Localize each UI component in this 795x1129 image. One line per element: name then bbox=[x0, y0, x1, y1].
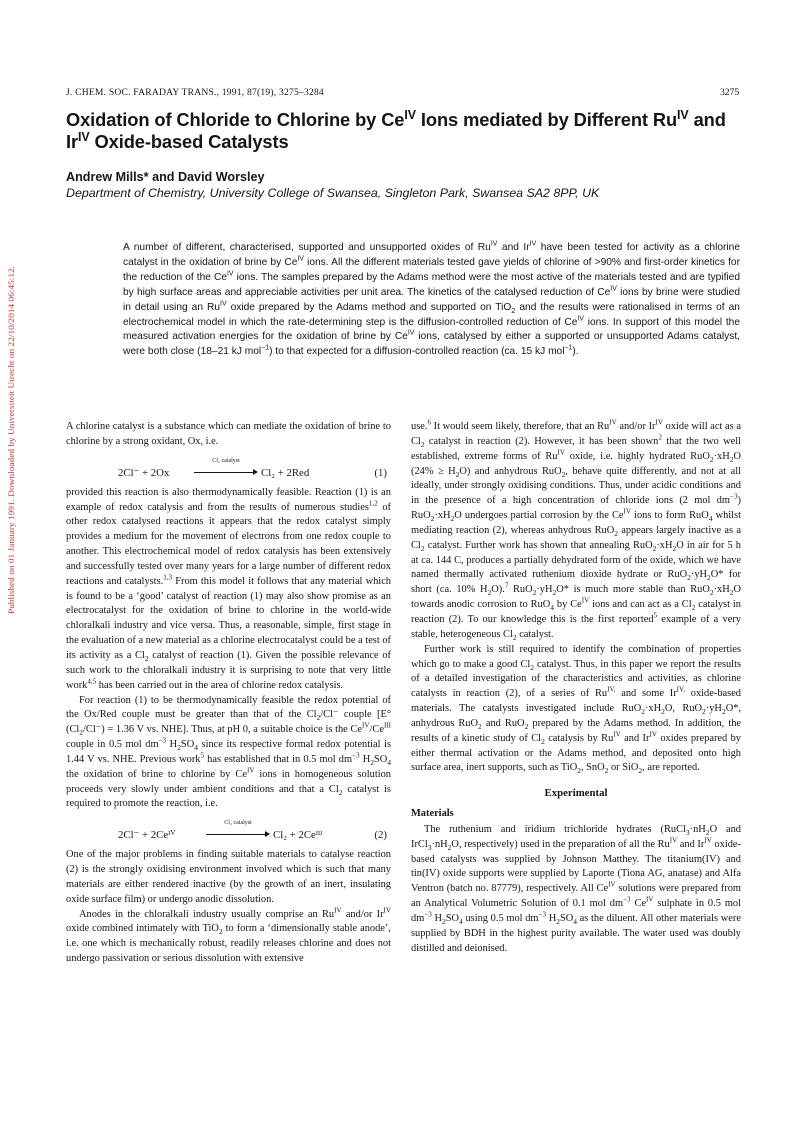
equation-2-lhs: 2Cl⁻ + 2Ceᴵⱽ bbox=[118, 829, 176, 842]
equation-1-rhs: Cl₂ + 2Red bbox=[261, 466, 310, 479]
paragraph: The ruthenium and iridium trichloride hydrates ($RuCl_3\cdot nH_2O$ and $IrCl_3\cdot nH_2O$, respectively) used in the preparation of all the $Ru^{IV}$ and $Ir^{IV}$ oxide-based catalysts was supplied by Johnson Matthey. The titanium(IV) and tin(IV) oxide supports were supplied by Laporte (Tiona AG, anatase) and Alfa Ventron (batch no. 87779), respectively. All $Ce^{IV}$ solutions were prepared from an Analytical Volumetric Solution of 0.1 mol $dm^{-3}$ $Ce^{IV}$ sulphate in 0.5 mol $dm^{-3}$ $H_2SO_4$ using 0.5 mol $dm^{-3}$ $H_2SO_4$ as the diluent. All other materials were supplied by BDH in the highest purity available. The water used was doubly distilled and deionised. bbox=[411, 823, 741, 954]
authors: Andrew Mills* and David Worsley bbox=[66, 170, 265, 184]
paragraph: For reaction (1) to be thermodynamically feasible the redox potential of the Ox/Red couple must be greater than that of the $Cl_2/Cl^-$ couple [E° $(Cl_2/Cl^-) = 1.36$ V vs. NHE]. Thus, at pH 0, a suitable choice is the $Ce^{IV}/Ce^{III}$ couple in 0.5 mol $dm^{-3}$ $H_2SO_4$ since its respective formal redox potential is 1.44 V vs. NHE. Previous work$^5$ has established that in 0.5 mol $dm^{-3}$ $H_2SO_4$ the oxidation of brine to chlorine by $Ce^{IV}$ ions in homogeneous solution proceeds very slowly under ambient conditions and that a $Cl_2$ catalyst is required to promote the reaction, i.e. bbox=[66, 694, 391, 810]
paragraph: Further work is still required to identify the combination of properties which go to make a good $Cl_2$ catalyst. Thus, in this paper we report the results of a detailed investigation of the characteristics and activities, as chlorine catalysts in reaction (2), of a series of $Ru^{IV,}$ and some $Ir^{IV,}$ oxide-based materials. The catalysts investigated include $RuO_2\cdot xH_2O$, $RuO_2\cdot yH_2O*$, anhydrous RuO$_2$ and RuO$_2$ prepared by the Adams method. In addition, the results of a kinetic study of $Cl_2$ catalysis by $Ru^{IV}$ and $Ir^{IV}$ oxides prepared by either thermal activation or the Adams method, and deposited onto high surface area, inert supports, such as TiO$_2$, SnO$_2$ or SiO$_2$, are reported. bbox=[411, 643, 742, 776]
download-watermark bbox=[4, 264, 18, 614]
subsection-heading: Materials bbox=[411, 808, 454, 820]
equation-2-catalyst: Cl₂ catalyst bbox=[224, 820, 252, 827]
abstract bbox=[123, 241, 740, 360]
page-number: 3275 bbox=[720, 87, 740, 98]
journal-reference: J. CHEM. SOC. FARADAY TRANS., 1991, 87(19), 3275–3284 bbox=[66, 87, 324, 98]
abstract-text: A number of different, characterised, supported and unsupported oxides of $Ru^{IV}$ and $Ir^{IV}$ have been tested for activity as a chlorine catalyst in the oxidation of brine by $Ce^{IV}$ ions. All the different materials tested gave yields of chlorine of >90% and first-order kinetics for the reduction of the $Ce^{IV}$ ions. The samples prepared by the Adams method were the most active of the materials tested and are typified by high surface areas and appreciable activities per unit area. The kinetics of the catalysed reduction of $Ce^{IV}$ ions by brine were studied in detail using an $Ru^{IV}$ oxide prepared by the Adams method and supported on TiO$_2$ and the results were rationalised in terms of an electrochemical model in which the rate-determining step is the diffusion-controlled reduction of $Ce^{IV}$ ions. In support of this model the measured activation energies for the oxidation of brine by $Ce^{IV}$ ions, catalysed by either a supported or unsupported Adams catalyst, were both close (18–21 kJ mol$^{-1}$) to that expected for a diffusion-controlled reaction (ca. 15 kJ mol$^{-1}$). bbox=[123, 240, 741, 358]
equation-1-arrow bbox=[194, 454, 258, 478]
equation-1-lhs: 2Cl⁻ + 2Ox bbox=[118, 466, 170, 479]
paragraph: use.$^6$ It would seem likely, therefore, that an $Ru^{IV}$ and/or $Ir^{IV}$ oxide will act as a $Cl_2$ catalyst in reaction (2). However, it has been shown$^2$ that the two well established, extreme forms of $Ru^{IV}$ oxide, i.e. highly hydrated $RuO_2\cdot xH_2O$ $(24\% \ge H_2O)$ and anhydrous RuO$_2$, behave quite differently, and not at all ideally, under strongly oxidising conditions. Thus, under acidic conditions and in the presence of a high concentration of chloride ions (2 mol $dm^{-3}$) $RuO_2\cdot xH_2O$ undergoes partial corrosion by the $Ce^{IV}$ ions to form RuO$_4$ whilst mediating reaction (2), whereas anhydrous RuO$_2$ appears largely inactive as a $Cl_2$ catalyst. Further work has shown that annealing $RuO_2\cdot xH_2O$ in air for 5 h at ca. 144 C, produces a partially dehydrated form of the oxide, which we have named thermally activated ruthenium dioxide hydrate or $RuO_2\cdot yH_2O*$ for short (ca. 10% $H_2O).^7$ $RuO_2\cdot yH_2O*$ is much more stable than $RuO_2\cdot xH_2O$ towards anodic corrosion to RuO$_4$ by $Ce^{IV}$ ions and can act as a $Cl_2$ catalyst in reaction (2). To our knowledge this is the first reported$^5$ example of a very stable, heterogeneous $Cl_2$ catalyst. bbox=[411, 418, 742, 642]
equation-1-number: (1) bbox=[374, 466, 387, 479]
equation-2-rhs: Cl₂ + 2Ceᴵᴵᴵ bbox=[273, 829, 323, 842]
section-heading: Experimental bbox=[544, 787, 608, 800]
paragraph: Anodes in the chloralkali industry usually comprise an $Ru^{IV}$ and/or $Ir^{IV}$ oxide combined intimately with TiO$_2$ to form a ‘dimensionally stable anode’, i.e. one which is mechanically robust, readily releases chlorine and does not undergo passivation or serious dissolution with extensive bbox=[66, 906, 391, 965]
right-column bbox=[411, 420, 741, 957]
intro-paragraph: A chlorine catalyst is a substance which can mediate the oxidation of brine to chlorine by a strong oxidant, Ox, i.e. bbox=[66, 421, 391, 447]
paper-title: Oxidation of Chloride to Chlorine by $Ce^{IV}$ Ions mediated by Different $Ru^{IV}$ and $Ir^{IV}$ Oxide-based Catalysts bbox=[66, 107, 726, 152]
equation-2-number: (2) bbox=[374, 829, 387, 842]
left-column bbox=[66, 420, 391, 967]
equation-1-catalyst: Cl₂ catalyst bbox=[212, 457, 240, 464]
paragraph: provided this reaction is also thermodynamically feasible. Reaction (1) is an example of redox catalysis and from the results of numerous studies$^{1,2}$ of other redox catalysed reactions it appears that the redox catalyst simply provides a medium for the movement of electrons from one redox couple to another. This electrochemical model of redox catalysis has been extensively and successfully tested over many years for a large number of different redox reactions and catalysts.$^{1,3}$ From this model it follows that any material which is found to be a ‘good’ catalyst of reaction (1) may also show promise as an electrocatalyst for the oxidation of brine to chlorine in the world-wide chloralkali industry and vice versa. Thus, a reasonable, simple, first stage in the evaluation of a new material as a chlorine electrocatalyst could be a test of its activity as a $Cl_2$ catalyst of reaction (1). Given the possible relevance of such work to the chloralkali industry it is surprising to note that very little work$^{4,5}$ has been carried out in the area of chlorine redox catalysis. bbox=[66, 486, 392, 691]
paragraph: One of the major problems in finding suitable materials to catalyse reaction (2) is the strongly oxidising environment involved which is such that many materials are either rendered inactive (by the growth of an inert, insulating oxide surface film) or undergo anodic dissolution. bbox=[66, 849, 391, 905]
equation-2 bbox=[66, 816, 391, 844]
watermark-text: Published on 01 January 1991. Downloaded by Universiteit Utrecht on 22/10/2014 06:45:12. bbox=[7, 309, 16, 614]
affiliation: Department of Chemistry, University College of Swansea, Singleton Park, Swansea SA2 8PP, UK bbox=[66, 186, 600, 200]
equation-2-arrow bbox=[206, 816, 270, 840]
equation-1 bbox=[66, 454, 391, 482]
